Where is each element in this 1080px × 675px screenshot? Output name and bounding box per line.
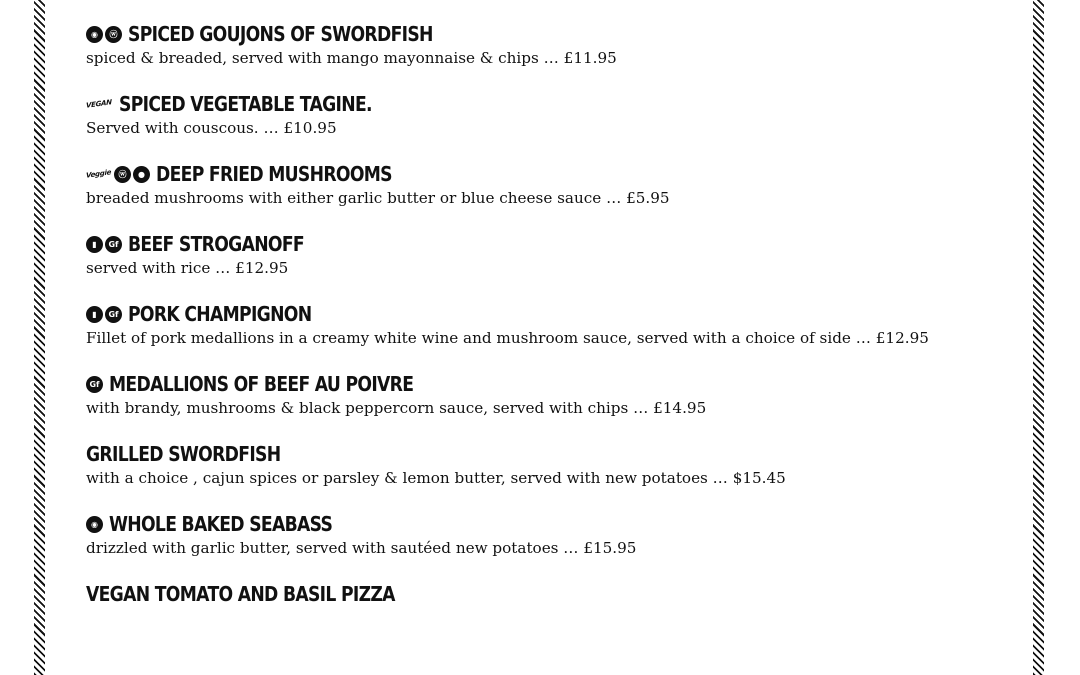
menu-item-title-row — [86, 509, 986, 539]
gluten-free-icon: Gf — [105, 236, 122, 253]
egg-icon: ● — [133, 166, 150, 183]
menu-item-title: VEGAN TOMATO AND BASIL PIZZA — [86, 582, 395, 606]
dietary-badges — [86, 236, 124, 253]
menu-item-description: served with rice … £12.95 — [86, 259, 289, 277]
dietary-badges — [86, 306, 124, 323]
menu-item-title: PORK CHAMPIGNON — [128, 302, 312, 326]
menu-item-title: WHOLE BAKED SEABASS — [109, 512, 333, 536]
dietary-badges — [86, 166, 152, 183]
menu-item-title-row — [86, 229, 986, 259]
menu-item-description: Fillet of pork medallions in a creamy white wine and mushroom sauce, served with a choice of side … £12.95 — [86, 329, 929, 347]
menu-item — [86, 439, 986, 490]
menu-item-description: breaded mushrooms with either garlic butter or blue cheese sauce … £5.95 — [86, 189, 670, 207]
menu-list — [86, 19, 986, 628]
dietary-badges — [86, 26, 124, 43]
menu-item — [86, 19, 986, 70]
menu-item-title-row — [86, 89, 986, 119]
menu-item — [86, 89, 986, 140]
dietary-badges — [86, 376, 105, 393]
milk-icon: ▮ — [86, 306, 103, 323]
vegan-label-icon: VEGAN — [86, 98, 112, 110]
menu-item-description: drizzled with garlic butter, served with sautéed new potatoes … £15.95 — [86, 539, 637, 557]
right-striped-border — [1033, 0, 1044, 675]
menu-item-description: spiced & breaded, served with mango mayonnaise & chips … £11.95 — [86, 49, 617, 67]
menu-item-title: MEDALLIONS OF BEEF AU POIVRE — [109, 372, 414, 396]
menu-item — [86, 509, 986, 560]
menu-item-title: GRILLED SWORDFISH — [86, 442, 281, 466]
dietary-badges — [86, 100, 115, 108]
menu-item-description: with brandy, mushrooms & black peppercorn sauce, served with chips … £14.95 — [86, 399, 707, 417]
left-striped-border — [34, 0, 45, 675]
menu-item-title: BEEF STROGANOFF — [128, 232, 304, 256]
gluten-free-icon: Gf — [86, 376, 103, 393]
menu-item-title-row — [86, 19, 986, 49]
menu-item-title-row — [86, 369, 986, 399]
menu-item-title-row — [86, 159, 986, 189]
fish-icon: ◉ — [86, 516, 103, 533]
menu-item-title: DEEP FRIED MUSHROOMS — [156, 162, 392, 186]
dietary-badges — [86, 516, 105, 533]
menu-item-title-row — [86, 299, 986, 329]
fish-icon: ◉ — [86, 26, 103, 43]
menu-item — [86, 229, 986, 280]
menu-item-title-row — [86, 439, 986, 469]
menu-item-title: SPICED GOUJONS OF SWORDFISH — [128, 22, 433, 46]
menu-item-description: Served with couscous. … £10.95 — [86, 119, 337, 137]
menu-item — [86, 579, 986, 609]
gluten-free-icon: Gf — [105, 306, 122, 323]
menu-item — [86, 369, 986, 420]
veggie-label-icon: Veggie — [86, 168, 112, 180]
wheat-icon: ⓦ — [114, 166, 131, 183]
menu-item — [86, 159, 986, 210]
wheat-icon: ⓦ — [105, 26, 122, 43]
menu-item — [86, 299, 986, 350]
milk-icon: ▮ — [86, 236, 103, 253]
menu-item-title: SPICED VEGETABLE TAGINE. — [118, 92, 372, 116]
menu-item-description: with a choice , cajun spices or parsley & lemon butter, served with new potatoes … $15.45 — [86, 469, 786, 487]
menu-item-title-row — [86, 579, 986, 609]
